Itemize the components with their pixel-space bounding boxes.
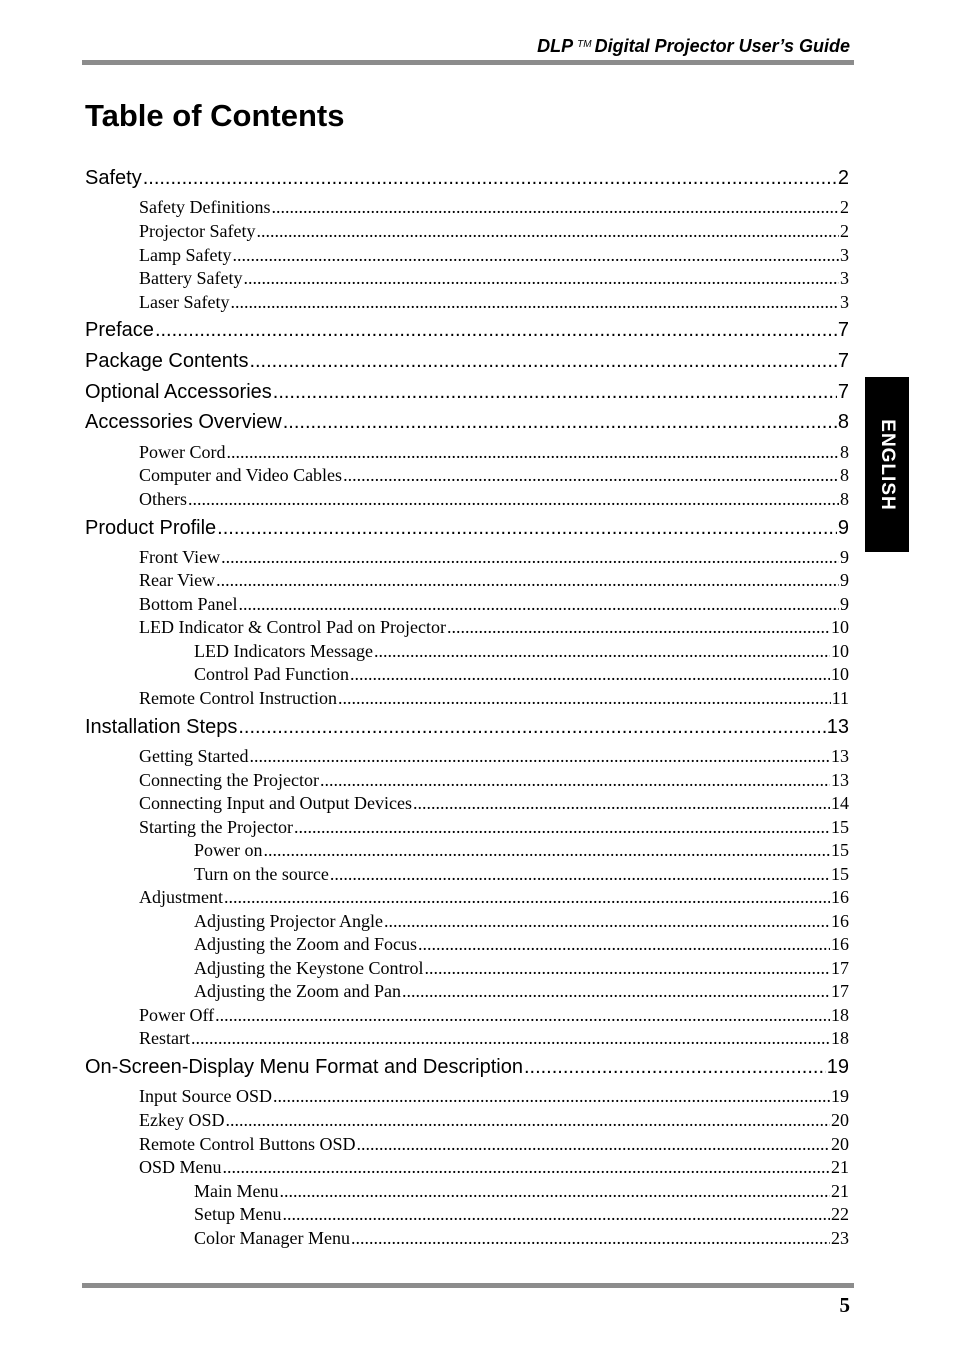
toc-dot-leader — [320, 769, 830, 791]
toc-entry[interactable] — [85, 516, 849, 540]
toc-dot-leader — [216, 569, 839, 591]
toc-entry-page: 13 — [831, 770, 849, 790]
toc-entry-title: Computer and Video Cables — [139, 465, 343, 485]
toc-dot-leader — [418, 933, 830, 955]
toc-dot-leader — [227, 441, 840, 463]
toc-entry-page: 20 — [831, 1110, 849, 1130]
toc-dot-leader — [223, 1156, 830, 1178]
toc-entry[interactable] — [85, 349, 849, 373]
toc-entry-title: Product Profile — [85, 517, 217, 539]
toc-dot-leader — [374, 640, 830, 662]
toc-entry[interactable] — [139, 1109, 849, 1131]
toc-dot-leader — [271, 196, 839, 218]
toc-dot-leader — [343, 464, 839, 486]
toc-entry-page: 7 — [837, 319, 849, 341]
toc-entry-title: Adjusting Projector Angle — [194, 911, 383, 931]
toc-entry[interactable] — [139, 792, 849, 814]
toc-entry-title: Adjusting the Zoom and Focus — [194, 934, 417, 954]
toc-entry-title: Adjusting the Zoom and Pan — [194, 981, 401, 1001]
toc-dot-leader — [143, 166, 837, 190]
toc-dot-leader — [294, 816, 830, 838]
toc-entry-title: Color Manager Menu — [194, 1228, 350, 1248]
toc-dot-leader — [273, 380, 837, 404]
toc-entry-page: 13 — [831, 746, 849, 766]
toc-dot-leader — [402, 980, 830, 1002]
toc-entry-page: 15 — [831, 864, 849, 884]
toc-dot-leader — [221, 546, 839, 568]
toc-dot-leader — [280, 1180, 831, 1202]
toc-dot-leader — [243, 267, 839, 289]
toc-entry-title: Bottom Panel — [139, 594, 238, 614]
toc-entry-page: 3 — [840, 268, 849, 288]
toc-dot-leader — [215, 1004, 830, 1026]
toc-entry-title: Connecting Input and Output Devices — [139, 793, 412, 813]
toc-entry-page: 9 — [840, 547, 849, 567]
toc-entry[interactable] — [194, 1227, 849, 1249]
toc-entry-title: LED Indicators Message — [194, 641, 373, 661]
toc-entry-page: 2 — [840, 197, 849, 217]
toc-dot-leader — [384, 910, 830, 932]
toc-entry[interactable] — [85, 715, 849, 739]
toc-entry[interactable] — [194, 980, 849, 1002]
toc-dot-leader — [447, 616, 830, 638]
toc-entry[interactable] — [194, 1180, 849, 1202]
toc-entry-title: Rear View — [139, 570, 216, 590]
toc-entry[interactable] — [194, 910, 849, 932]
toc-entry-title: Power on — [194, 840, 263, 860]
toc-entry[interactable] — [139, 886, 849, 908]
header-title-suffix: Digital Projector User’s Guide — [594, 36, 850, 56]
toc-entry-page: 9 — [837, 517, 849, 539]
toc-entry-page: 16 — [831, 887, 849, 907]
toc-entry-title: Optional Accessories — [85, 381, 272, 403]
toc-entry-page: 2 — [840, 221, 849, 241]
toc-entry-title: Main Menu — [194, 1181, 279, 1201]
toc-entry[interactable] — [139, 1156, 849, 1178]
toc-entry[interactable] — [194, 863, 849, 885]
toc-entry-page: 7 — [837, 350, 849, 372]
toc-entry[interactable] — [139, 267, 849, 289]
toc-entry[interactable] — [85, 166, 849, 190]
toc-dot-leader — [188, 488, 839, 510]
toc-entry-page: 8 — [837, 411, 849, 433]
toc-entry-page: 10 — [831, 641, 849, 661]
toc-entry[interactable] — [139, 196, 849, 218]
trademark-mark: TM — [577, 39, 592, 50]
toc-entry-title: Safety Definitions — [139, 197, 271, 217]
toc-dot-leader — [225, 1109, 830, 1131]
toc-entry[interactable] — [139, 220, 849, 242]
toc-dot-leader — [413, 792, 830, 814]
toc-entry[interactable] — [194, 839, 849, 861]
toc-entry-page: 10 — [831, 617, 849, 637]
toc-entry-title: Starting the Projector — [139, 817, 293, 837]
toc-entry-title: Preface — [85, 319, 154, 341]
toc-entry[interactable] — [139, 488, 849, 510]
toc-dot-leader — [338, 687, 831, 709]
toc-entry[interactable] — [194, 957, 849, 979]
toc-entry-title: Remote Control Instruction — [139, 688, 337, 708]
toc-dot-leader — [239, 593, 840, 615]
toc-dot-leader — [273, 1085, 830, 1107]
toc-entry-title: Adjusting the Keystone Control — [194, 958, 424, 978]
toc-entry-title: Setup Menu — [194, 1204, 282, 1224]
toc-entry-page: 21 — [831, 1157, 849, 1177]
toc-entry-title: Restart — [139, 1028, 190, 1048]
toc-entry-title: Remote Control Buttons OSD — [139, 1134, 356, 1154]
footer-rule — [82, 1283, 854, 1288]
toc-entry-title: Installation Steps — [85, 716, 238, 738]
toc-entry-title: Laser Safety — [139, 292, 230, 312]
toc-entry[interactable] — [139, 1085, 849, 1107]
toc-entry-title: Lamp Safety — [139, 245, 232, 265]
toc-dot-leader — [155, 318, 837, 342]
page-number: 5 — [839, 1293, 850, 1317]
toc-entry-page: 9 — [840, 594, 849, 614]
toc-entry-page: 17 — [831, 981, 849, 1001]
toc-entry-title: Connecting the Projector — [139, 770, 319, 790]
toc-entry-page: 16 — [831, 934, 849, 954]
toc-entry-page: 19 — [826, 1056, 849, 1078]
toc-dot-leader — [256, 220, 839, 242]
toc-dot-leader — [238, 715, 825, 739]
toc-entry-page: 18 — [831, 1028, 849, 1048]
toc-entry-title: Projector Safety — [139, 221, 256, 241]
toc-entry[interactable] — [139, 291, 849, 313]
toc-entry[interactable] — [139, 1133, 849, 1155]
toc-entry[interactable] — [139, 569, 849, 591]
toc-entry-page: 7 — [837, 381, 849, 403]
toc-entry[interactable] — [194, 933, 849, 955]
toc-entry[interactable] — [139, 593, 849, 615]
toc-entry-title: Power Off — [139, 1005, 215, 1025]
toc-dot-leader — [283, 1203, 831, 1225]
toc-entry-page: 14 — [831, 793, 849, 813]
toc-entry-title: Others — [139, 489, 187, 509]
toc-dot-leader — [232, 244, 839, 266]
toc-entry-page: 22 — [831, 1204, 849, 1224]
toc-entry-page: 11 — [831, 688, 849, 708]
toc-entry-page: 2 — [837, 167, 849, 189]
toc-entry-title: Adjustment — [139, 887, 223, 907]
toc-entry-title: Accessories Overview — [85, 411, 282, 433]
toc-entry[interactable] — [85, 318, 849, 342]
header-title-prefix: DLP — [537, 36, 574, 56]
toc-entry[interactable] — [139, 464, 849, 486]
toc-entry-title: Power Cord — [139, 442, 226, 462]
toc-entry-title: Package Contents — [85, 350, 249, 372]
toc-entry-title: OSD Menu — [139, 1157, 222, 1177]
toc-entry-page: 8 — [840, 489, 849, 509]
toc-entry[interactable] — [85, 410, 849, 434]
toc-entry[interactable] — [139, 441, 849, 463]
toc-dot-leader — [264, 839, 831, 861]
toc-dot-leader — [230, 291, 839, 313]
toc-entry-page: 21 — [831, 1181, 849, 1201]
toc-dot-leader — [350, 663, 830, 685]
toc-dot-leader — [283, 410, 837, 434]
toc-entry-page: 3 — [840, 292, 849, 312]
toc-entry-page: 13 — [826, 716, 849, 738]
toc-entry[interactable] — [85, 1055, 849, 1079]
toc-dot-leader — [424, 957, 830, 979]
page-title: Table of Contents — [85, 98, 345, 133]
toc-entry-page: 17 — [831, 958, 849, 978]
toc-dot-leader — [524, 1055, 826, 1079]
toc-entry[interactable] — [139, 745, 849, 767]
toc-entry-title: Control Pad Function — [194, 664, 350, 684]
toc-entry-page: 3 — [840, 245, 849, 265]
toc-entry-page: 23 — [831, 1228, 849, 1248]
toc-entry-title: Battery Safety — [139, 268, 243, 288]
toc-entry[interactable] — [139, 1027, 849, 1049]
toc-entry-page: 8 — [840, 442, 849, 462]
toc-entry-page: 20 — [831, 1134, 849, 1154]
toc-entry-page: 9 — [840, 570, 849, 590]
toc-entry[interactable] — [85, 380, 849, 404]
toc-entry-title: Ezkey OSD — [139, 1110, 225, 1130]
toc-entry-page: 10 — [831, 664, 849, 684]
toc-entry[interactable] — [139, 546, 849, 568]
toc-entry[interactable] — [139, 816, 849, 838]
toc-entry[interactable] — [139, 1004, 849, 1026]
toc-dot-leader — [330, 863, 830, 885]
toc-entry[interactable] — [194, 663, 849, 685]
toc-dot-leader — [357, 1133, 830, 1155]
toc-entry-title: Front View — [139, 547, 221, 567]
toc-dot-leader — [351, 1227, 830, 1249]
toc-entry[interactable] — [194, 1203, 849, 1225]
toc-dot-leader — [224, 886, 830, 908]
toc-entry-title: Getting Started — [139, 746, 249, 766]
toc-entry[interactable] — [139, 244, 849, 266]
toc-entry[interactable] — [139, 616, 849, 638]
toc-entry-page: 18 — [831, 1005, 849, 1025]
toc-entry-title: Safety — [85, 167, 142, 189]
toc-dot-leader — [191, 1027, 830, 1049]
toc-entry-page: 8 — [840, 465, 849, 485]
toc-dot-leader — [217, 516, 837, 540]
toc-dot-leader — [249, 349, 836, 373]
toc-entry-title: LED Indicator & Control Pad on Projector — [139, 617, 446, 637]
language-tab-label: ENGLISH — [877, 418, 898, 511]
toc-entry-page: 15 — [831, 817, 849, 837]
toc-entry[interactable] — [139, 687, 849, 709]
toc-entry-title: Turn on the source — [194, 864, 329, 884]
toc-entry-page: 19 — [831, 1086, 849, 1106]
toc-entry-title: On-Screen-Display Menu Format and Description — [85, 1056, 523, 1078]
toc-entry-page: 15 — [831, 840, 849, 860]
toc-entry-page: 16 — [831, 911, 849, 931]
toc-dot-leader — [249, 745, 830, 767]
toc-entry-title: Input Source OSD — [139, 1086, 272, 1106]
toc-entry[interactable] — [194, 640, 849, 662]
toc-entry[interactable] — [139, 769, 849, 791]
